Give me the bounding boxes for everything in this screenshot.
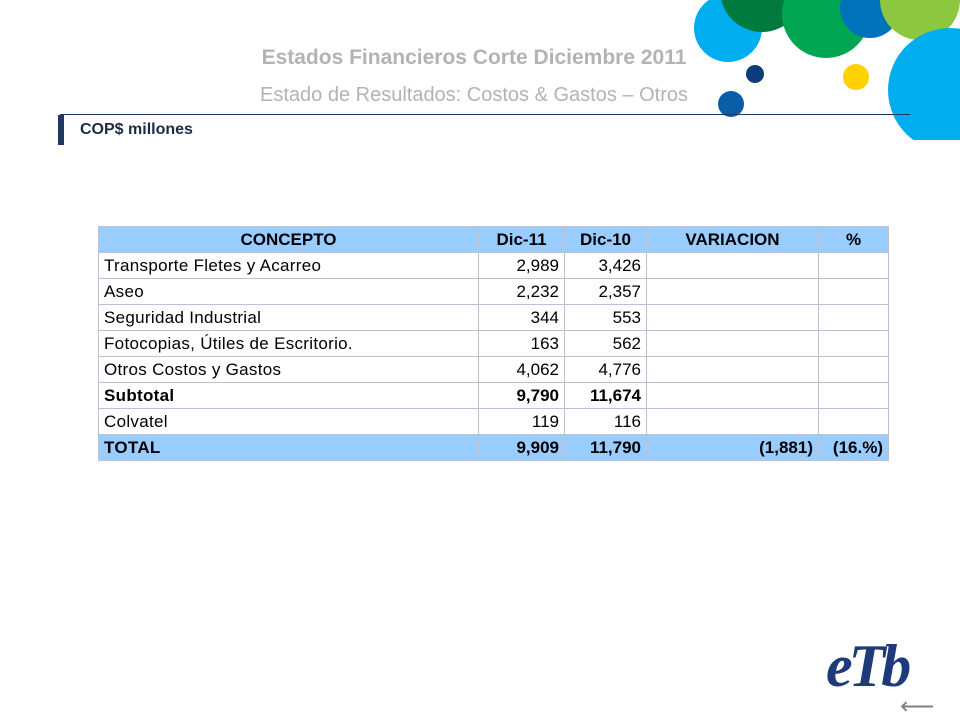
cell-dic10: 553 xyxy=(565,305,647,331)
header-divider xyxy=(60,114,910,115)
header-dic-11: Dic-11 xyxy=(479,227,565,253)
table-row xyxy=(99,357,889,383)
cell-dic11: 163 xyxy=(479,331,565,357)
cell-concept: Aseo xyxy=(99,279,479,305)
cell-dic11: 119 xyxy=(479,409,565,435)
header-concepto: CONCEPTO xyxy=(99,227,479,253)
cell-concept: TOTAL xyxy=(99,435,479,461)
cell-dic11: 9,909 xyxy=(479,435,565,461)
cell-pct xyxy=(819,357,889,383)
circle-dark-green xyxy=(720,0,804,32)
cell-dic11: 2,989 xyxy=(479,253,565,279)
table-row xyxy=(99,279,889,305)
table-header-row xyxy=(99,227,889,253)
subtotal-row xyxy=(99,383,889,409)
table-row xyxy=(99,305,889,331)
cell-variacion: (1,881) xyxy=(647,435,819,461)
cell-dic11: 9,790 xyxy=(479,383,565,409)
cell-dic10: 3,426 xyxy=(565,253,647,279)
cell-concept: Subtotal xyxy=(99,383,479,409)
cell-pct xyxy=(819,409,889,435)
cell-variacion xyxy=(647,331,819,357)
header-dic-10: Dic-10 xyxy=(565,227,647,253)
cell-concept: Transporte Fletes y Acarreo xyxy=(99,253,479,279)
total-row xyxy=(99,435,889,461)
cell-concept: Seguridad Industrial xyxy=(99,305,479,331)
cell-pct xyxy=(819,253,889,279)
slide-subtitle: Estado de Resultados: Costos & Gastos – Otros xyxy=(260,84,688,106)
cell-dic11: 344 xyxy=(479,305,565,331)
cell-variacion xyxy=(647,305,819,331)
accent-bar xyxy=(58,115,64,145)
cell-dic10: 11,674 xyxy=(565,383,647,409)
table-row xyxy=(99,253,889,279)
financial-table xyxy=(98,226,889,461)
decorative-circles xyxy=(0,0,960,140)
cell-pct xyxy=(819,279,889,305)
cell-concept: Fotocopias, Útiles de Escritorio. xyxy=(99,331,479,357)
header-percent: % xyxy=(819,227,889,253)
cell-concept: Colvatel xyxy=(99,409,479,435)
left-arrow-icon[interactable]: ⟵ xyxy=(900,693,935,720)
units-label: COP$ millones xyxy=(80,121,193,138)
circle-blue xyxy=(840,0,900,38)
cell-dic10: 4,776 xyxy=(565,357,647,383)
cell-dic11: 2,232 xyxy=(479,279,565,305)
etb-logo: eTb xyxy=(826,633,908,699)
cell-pct: (16.%) xyxy=(819,435,889,461)
cell-dic10: 562 xyxy=(565,331,647,357)
cell-dic11: 4,062 xyxy=(479,357,565,383)
cell-pct xyxy=(819,331,889,357)
cell-variacion xyxy=(647,279,819,305)
circle-lime xyxy=(880,0,960,40)
slide-title: Estados Financieros Corte Diciembre 2011 xyxy=(261,46,687,69)
cell-dic10: 2,357 xyxy=(565,279,647,305)
cell-variacion xyxy=(647,383,819,409)
cell-variacion xyxy=(647,357,819,383)
cell-concept: Otros Costos y Gastos xyxy=(99,357,479,383)
table-row xyxy=(99,331,889,357)
header-variacion: VARIACION xyxy=(647,227,819,253)
cell-pct xyxy=(819,383,889,409)
cell-variacion xyxy=(647,409,819,435)
table-row xyxy=(99,409,889,435)
cell-variacion xyxy=(647,253,819,279)
cell-pct xyxy=(819,305,889,331)
cell-dic10: 11,790 xyxy=(565,435,647,461)
cell-dic10: 116 xyxy=(565,409,647,435)
